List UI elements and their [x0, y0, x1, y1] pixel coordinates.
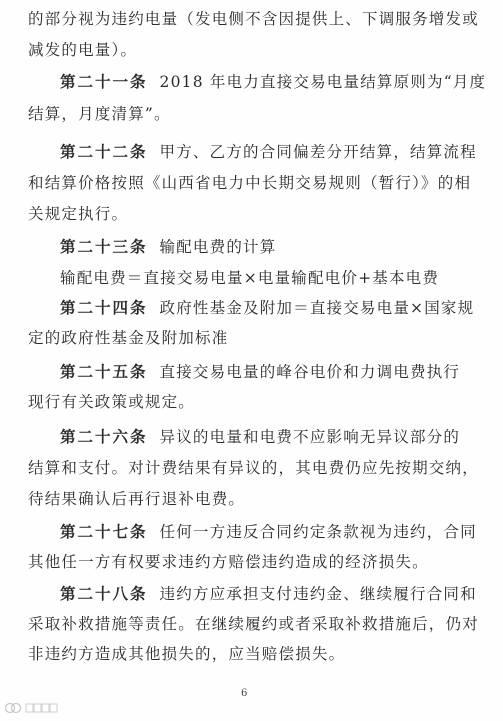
article-25	[60, 361, 460, 383]
text-line: 采取补救措施等责任。在继续履约或者采取补救措施后，仍对	[28, 615, 479, 633]
article-24	[60, 297, 474, 319]
article-text: 2018 年电力直接交易电量结算原则为“月度	[159, 73, 487, 91]
text-line: 定的政府性基金及附加标准	[28, 329, 229, 347]
text-line: 非违约方造成其他损失的，应当赔偿损失。	[28, 645, 346, 663]
page-number: 6	[241, 688, 248, 699]
article-27	[60, 521, 477, 543]
article-heading: 第二十六条	[60, 428, 148, 446]
article-heading: 第二十三条	[60, 238, 148, 256]
text-line: 结算，月度清算”。	[28, 105, 171, 123]
article-text: 输配电费的计算	[159, 238, 277, 256]
text-line: 的部分视为违约电量（发电侧不含因提供上、下调服务增发或	[28, 10, 479, 28]
article-heading: 第二十一条	[60, 73, 148, 91]
article-text: 直接交易电量的峰谷电价和力调电费执行	[159, 363, 461, 381]
article-heading: 第二十七条	[60, 523, 148, 541]
article-heading: 第二十八条	[60, 585, 148, 603]
article-text: 任何一方违反合同约定条款视为违约，合同	[159, 523, 477, 541]
article-heading: 第二十四条	[60, 299, 148, 317]
article-21	[60, 71, 486, 93]
text-line: 现行有关政策或规定。	[28, 393, 196, 411]
watermark-lettering	[25, 702, 59, 714]
article-heading: 第二十二条	[60, 143, 148, 161]
article-text: 政府性基金及附加＝直接交易电量×国家规	[159, 299, 475, 317]
text-line: 减发的电量）。	[28, 41, 138, 59]
text-line: 关规定执行。	[28, 205, 129, 223]
text-line: 结算和支付。对计费结果有异议的，其电费仍应先按期交纳，	[28, 459, 479, 477]
article-26	[60, 426, 460, 448]
text-line: 其他任一方有权要求违约方赔偿违约造成的经济损失。	[28, 553, 429, 571]
article-heading: 第二十五条	[60, 363, 148, 381]
text-line: 待结果确认后再行退补电费。	[28, 490, 246, 508]
text-line: 输配电费＝直接交易电量×电量输配电价+基本电费	[60, 269, 440, 287]
text-line: 和结算价格按照《山西省电力中长期交易规则（暂行）》的相	[28, 174, 472, 192]
watermark-logo-icon	[4, 701, 22, 715]
article-28	[60, 583, 477, 605]
article-text: 甲方、乙方的合同偏差分开结算，结算流程	[159, 143, 477, 161]
article-text: 异议的电量和电费不应影响无异议部分的	[159, 428, 461, 446]
watermark	[4, 700, 59, 716]
article-23	[60, 236, 276, 258]
article-22	[60, 141, 477, 163]
article-text: 违约方应承担支付违约金、继续履行合同和	[159, 585, 477, 603]
